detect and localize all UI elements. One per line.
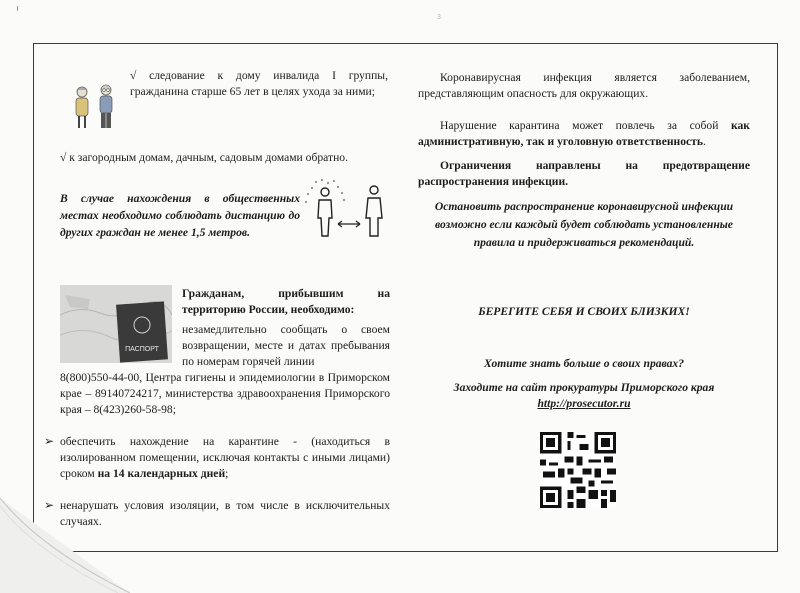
- quarantine-text: обеспечить нахождение на карантине - (находиться в изолированном помещении, исключая контакты с иными лицами) сроком на 14 календарных дней;: [60, 435, 390, 480]
- isolation-text: ненарушать условия изоляции, в том числе в исключительных случаях.: [60, 499, 390, 528]
- qr-code-icon[interactable]: [540, 432, 616, 508]
- arrow-bullet-icon: ➢: [44, 498, 55, 512]
- passport-label: ПАСПОРТ: [125, 346, 159, 353]
- edge-mark: [17, 6, 18, 11]
- visit-site-text: Заходите на сайт прокуратуры Приморского края: [453, 381, 715, 394]
- stop-spread-text: Остановить распространение коронавирусной инфекции возможно если каждый будет соблюдать установленные правила и придерживаться рекомендаций.: [434, 200, 734, 249]
- liability-text: Нарушение карантина может повлечь за собой как административную, так и уголовную ответственность.: [418, 119, 750, 148]
- arrivals-text: незамедлительно сообщать о своем возвращении, месте и датах пребывания по номерам горячей линии: [182, 323, 390, 368]
- folded-corner: [0, 498, 130, 593]
- restrictions-text: Ограничения направлены на предотвращение распространения инфекции.: [418, 159, 750, 188]
- home-care-text: √ следование к дому инвалида I группы, гражданина старше 65 лет в целях ухода за ними;: [130, 69, 388, 98]
- site-link[interactable]: http://prosecutor.ru: [537, 397, 631, 410]
- know-rights-text: Хотите знать больше о своих правах?: [483, 357, 685, 370]
- social-distance-icon: [302, 178, 394, 242]
- arrow-bullet-icon: ➢: [44, 434, 55, 448]
- arrivals-title: Гражданам, прибывшим на территорию России, необходимо:: [182, 287, 390, 316]
- passport-image: [60, 285, 172, 363]
- infection-text: Коронавирусная инфекция является заболеванием, представляющим опасность для окружающих.: [418, 71, 750, 100]
- take-care-text: БЕРЕГИТЕ СЕБЯ И СВОИХ БЛИЗКИХ!: [478, 305, 690, 318]
- page-marker: 3: [437, 14, 441, 21]
- hotline-text: 8(800)550-44-00, Центра гигиены и эпидемиологии в Приморском крае – 89140724217, министерства здравоохранения Приморского края – 8(423)260-58-98;: [60, 371, 390, 416]
- dacha-text: √ к загородным домам, дачным, садовым домами обратно.: [60, 151, 348, 164]
- distance-text: В случае нахождения в общественных местах необходимо соблюдать дистанцию до других граждан не менее 1,5 метров.: [60, 192, 300, 239]
- elderly-couple-icon: [66, 78, 124, 134]
